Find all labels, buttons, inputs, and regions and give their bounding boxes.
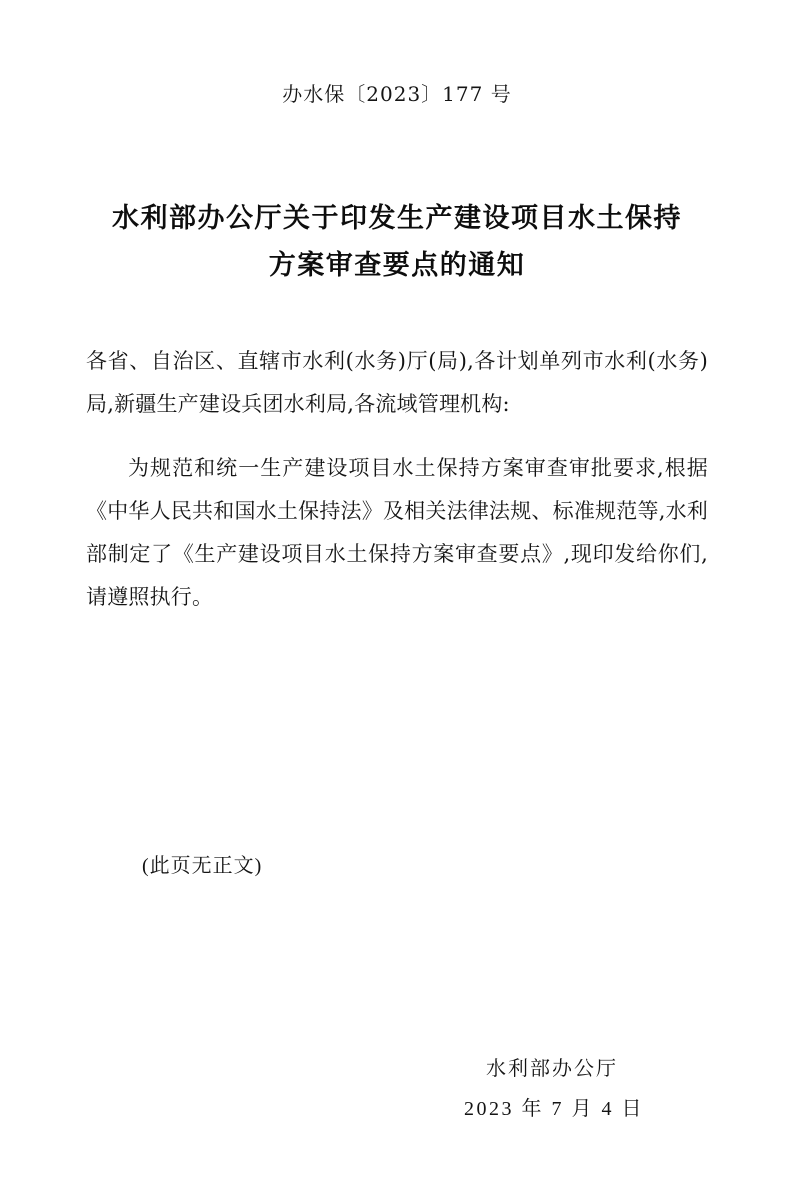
body-paragraph: 为规范和统一生产建设项目水土保持方案审查审批要求,根据《中华人民共和国水土保持法》及相关法律法规、标准规范等,水利部制定了《生产建设项目水土保持方案审查要点》,现印发给你们,请遵照执行。 <box>86 455 708 609</box>
no-text-note: (此页无正文) <box>142 854 263 877</box>
document-page <box>0 78 794 1201</box>
signature-block <box>464 1049 644 1129</box>
page-title <box>86 195 708 290</box>
title-line-1: 水利部办公厅关于印发生产建设项目水土保持 <box>112 203 682 234</box>
title-line-2: 方案审查要点的通知 <box>268 250 526 282</box>
signature-date: 2023 年 7 月 4 日 <box>464 1098 644 1120</box>
document-body <box>86 340 708 619</box>
document-number: 办水保〔2023〕177 号 <box>282 82 512 106</box>
signer-name: 水利部办公厅 <box>486 1058 618 1080</box>
salutation-paragraph: 各省、自治区、直辖市水利(水务)厅(局),各计划单列市水利(水务)局,新疆生产建设兵团水利局,各流域管理机构: <box>86 348 708 416</box>
